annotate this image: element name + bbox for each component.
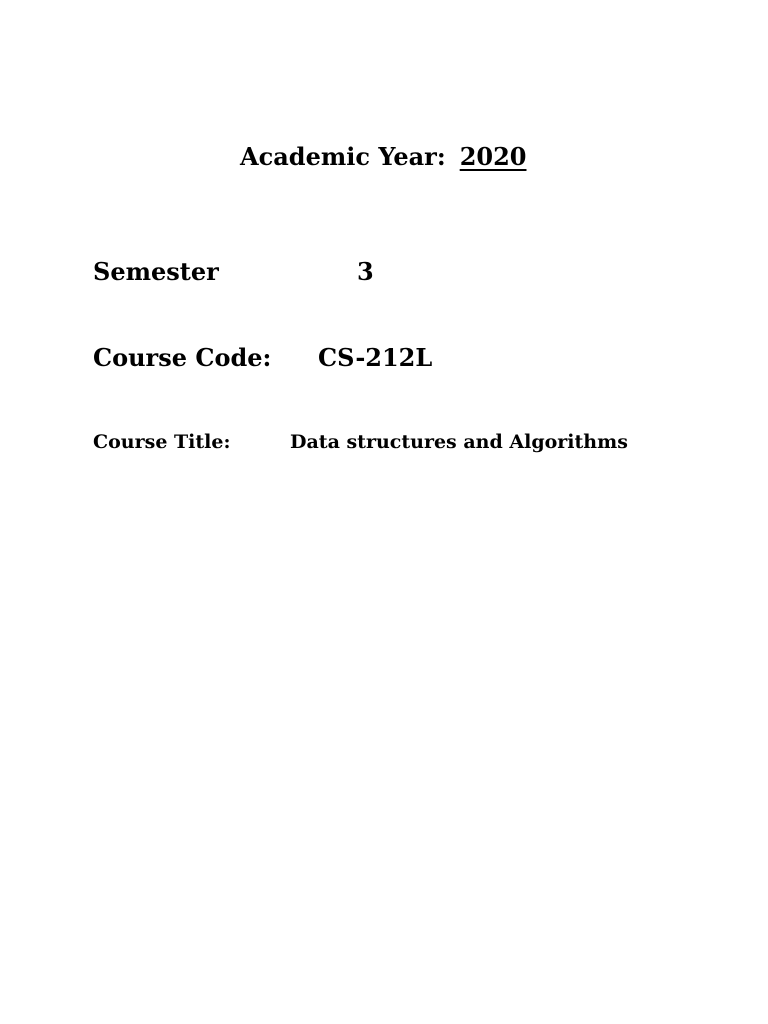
course-code-value: CS-212L [318, 343, 433, 372]
academic-year-value: 2020 [459, 142, 527, 171]
course-code-label: Course Code: [93, 343, 272, 372]
course-title-value: Data structures and Algorithms [290, 431, 628, 453]
semester-value: 3 [357, 257, 374, 286]
semester-label: Semester [93, 257, 219, 286]
academic-year-label: Academic Year: [240, 142, 446, 171]
academic-year-line [240, 142, 527, 171]
course-title-label: Course Title: [93, 431, 231, 453]
